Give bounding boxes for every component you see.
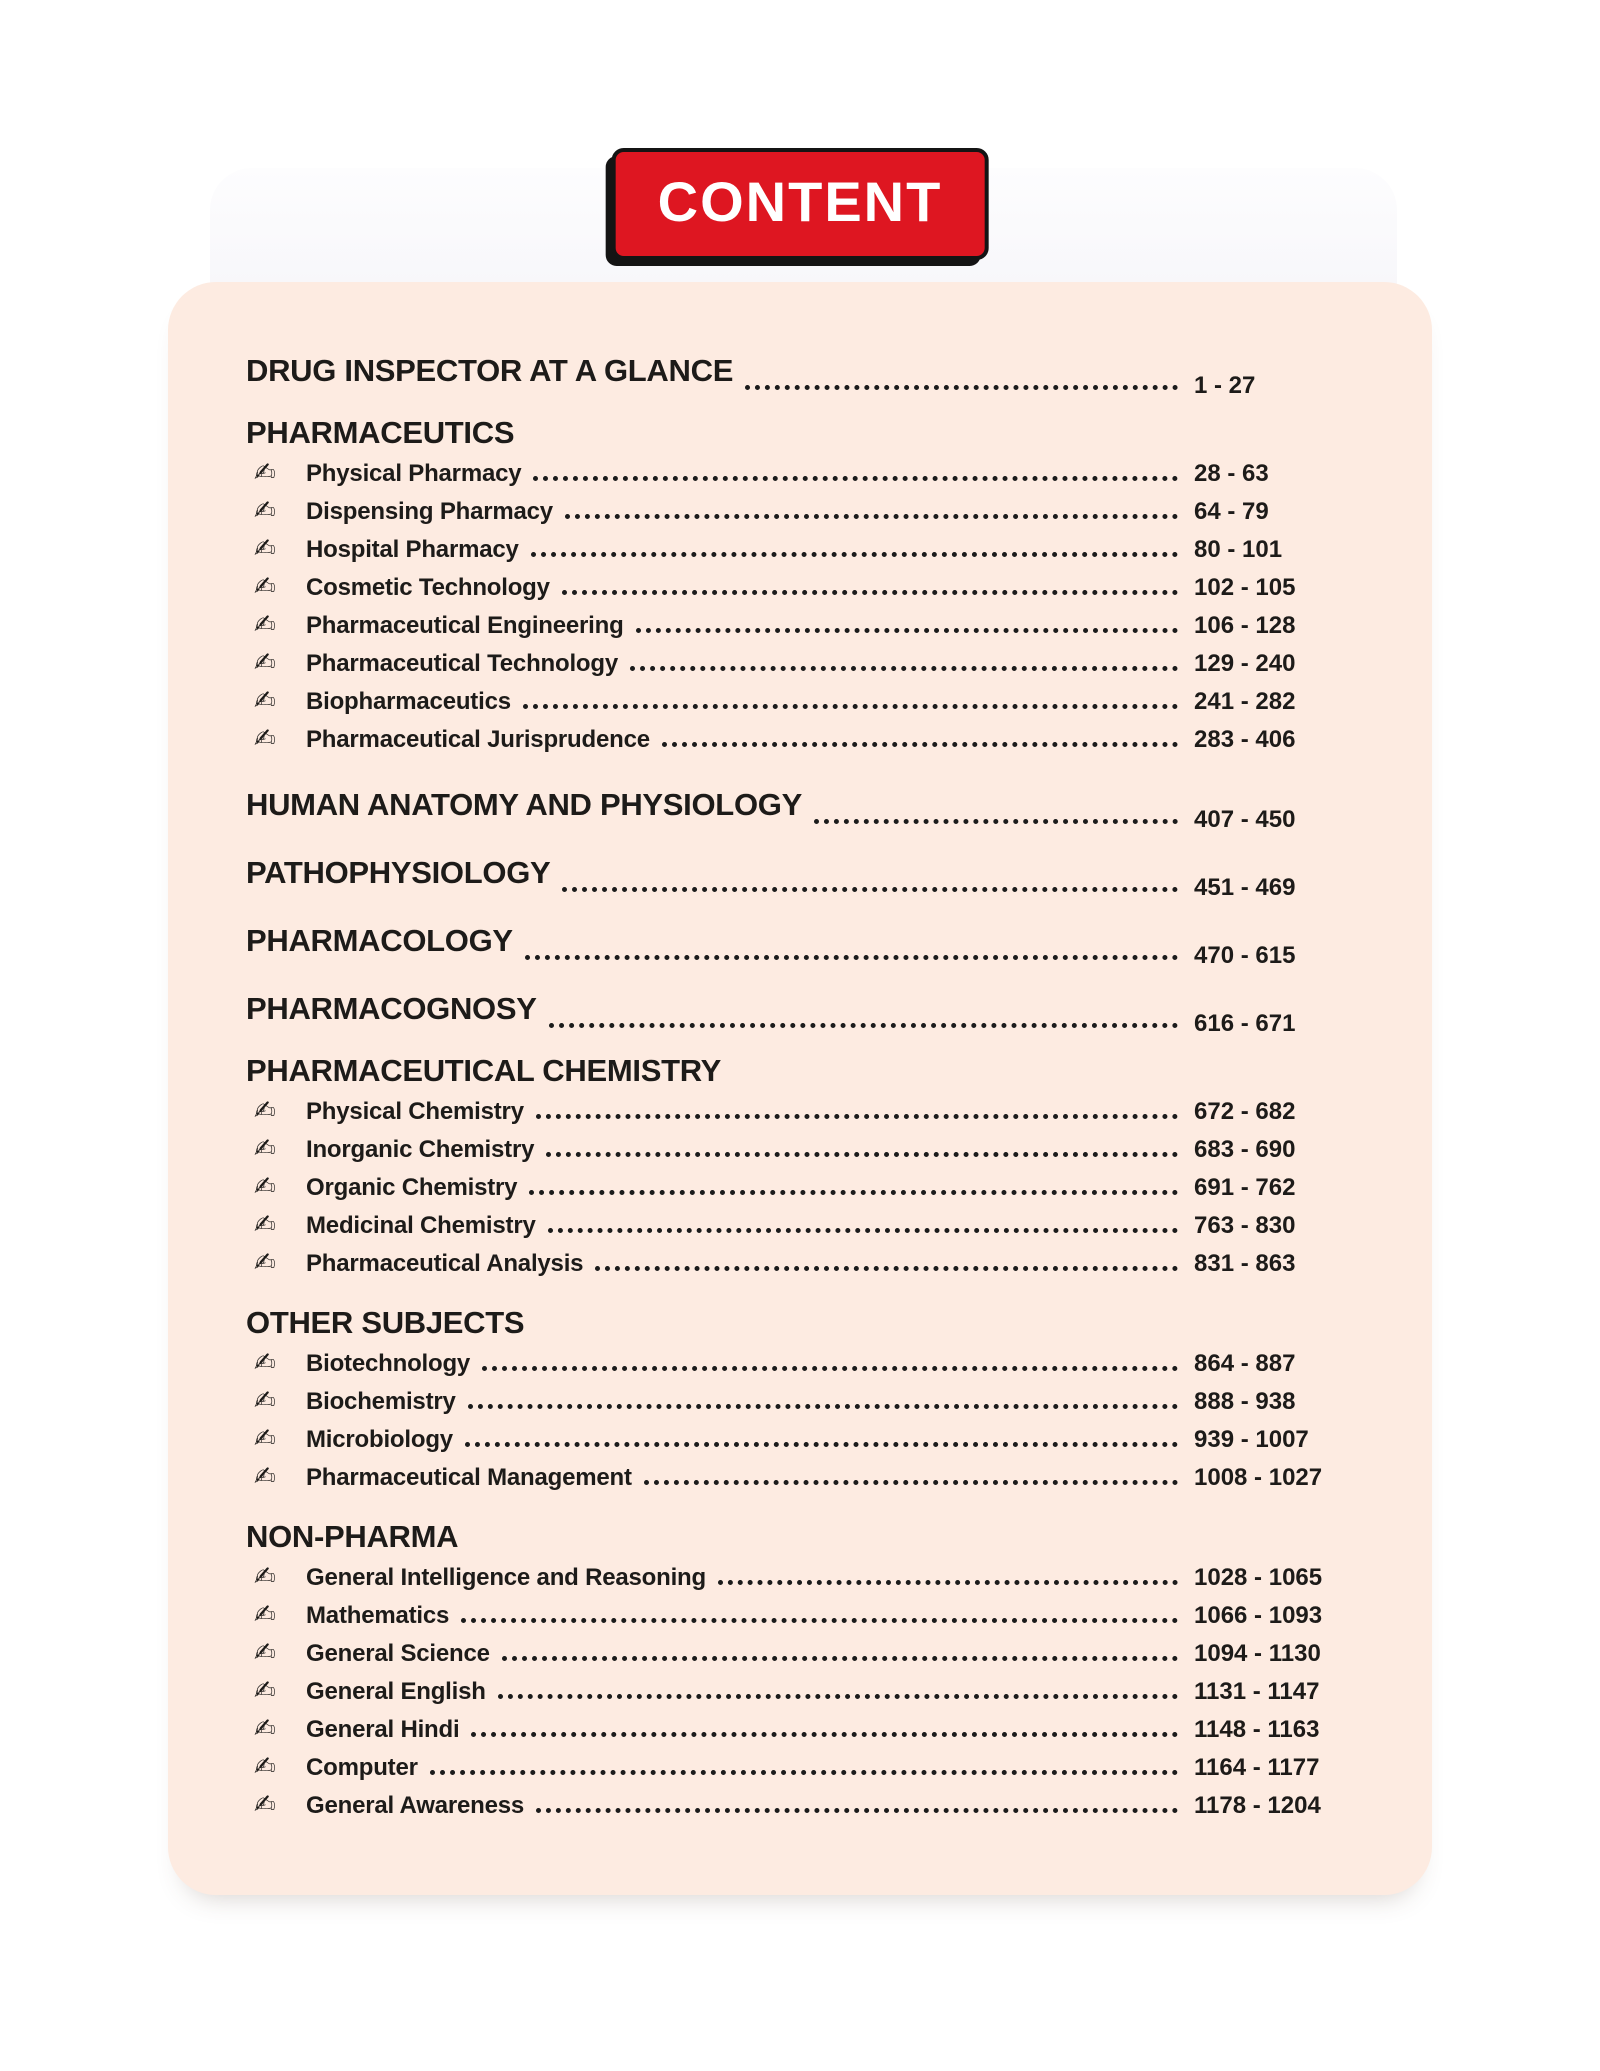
dotted-leader [814, 819, 1178, 824]
toc-item-label: Pharmaceutical Analysis [306, 1250, 584, 1277]
banner-title: CONTENT [657, 170, 943, 233]
toc-item [246, 1172, 1374, 1202]
toc-item-label: General Science [306, 1640, 490, 1667]
toc-item-label: Physical Pharmacy [306, 460, 522, 487]
toc-heading-label: PHARMACEUTICS [246, 415, 515, 450]
toc-item-label: Pharmaceutical Technology [306, 650, 618, 677]
page-range: 888 - 938 [1194, 1388, 1296, 1415]
toc-item [246, 1600, 1374, 1630]
toc-group-heading [246, 1053, 1374, 1088]
page-range: 683 - 690 [1194, 1136, 1296, 1163]
toc-item [246, 572, 1374, 602]
toc-entry-heading [246, 787, 1374, 833]
toc-item [246, 686, 1374, 716]
toc-item [246, 1386, 1374, 1416]
writing-hand-icon: ✍ [254, 1424, 276, 1454]
dotted-leader [565, 514, 1178, 519]
writing-hand-icon: ✍ [254, 1790, 276, 1820]
page-range: 1094 - 1130 [1194, 1640, 1321, 1667]
toc-item [246, 1462, 1374, 1492]
toc-panel [168, 282, 1432, 1895]
dotted-leader [471, 1732, 1178, 1737]
toc-item-label: Pharmaceutical Engineering [306, 612, 624, 639]
page-range: 1178 - 1204 [1194, 1792, 1321, 1819]
toc-group-heading [246, 1305, 1374, 1340]
toc-heading-label: PHARMACOLOGY [246, 923, 513, 958]
toc-group-heading [246, 1519, 1374, 1554]
toc-item [246, 1210, 1374, 1240]
page-range: 1066 - 1093 [1194, 1602, 1323, 1629]
toc-item-label: General Hindi [306, 1716, 460, 1743]
dotted-leader [533, 476, 1178, 481]
dotted-leader [536, 1808, 1178, 1813]
dotted-leader [502, 1656, 1178, 1661]
toc-item-label: Pharmaceutical Management [306, 1464, 632, 1491]
writing-hand-icon: ✍ [254, 1752, 276, 1782]
page-range: 1008 - 1027 [1194, 1464, 1323, 1491]
dotted-leader [465, 1442, 1178, 1447]
writing-hand-icon: ✍ [254, 724, 276, 754]
toc-item-label: Biopharmaceutics [306, 688, 511, 715]
toc-heading-label: PATHOPHYSIOLOGY [246, 855, 551, 890]
dotted-leader [531, 552, 1178, 557]
writing-hand-icon: ✍ [254, 1676, 276, 1706]
dotted-leader [644, 1480, 1178, 1485]
page-range: 1028 - 1065 [1194, 1564, 1323, 1591]
writing-hand-icon: ✍ [254, 1248, 276, 1278]
writing-hand-icon: ✍ [254, 1638, 276, 1668]
page-range: 106 - 128 [1194, 612, 1296, 639]
toc-item-label: Cosmetic Technology [306, 574, 550, 601]
toc-item-label: General Intelligence and Reasoning [306, 1564, 706, 1591]
toc-item-label: General English [306, 1678, 486, 1705]
page-range: 129 - 240 [1194, 650, 1296, 677]
toc-group-heading [246, 415, 1374, 450]
writing-hand-icon: ✍ [254, 458, 276, 488]
page-range: 1148 - 1163 [1194, 1716, 1320, 1743]
toc-item-label: Mathematics [306, 1602, 450, 1629]
toc-heading-label: HUMAN ANATOMY AND PHYSIOLOGY [246, 787, 802, 822]
page-range: 451 - 469 [1194, 874, 1296, 901]
writing-hand-icon: ✍ [254, 572, 276, 602]
toc-item [246, 1752, 1374, 1782]
writing-hand-icon: ✍ [254, 1462, 276, 1492]
toc-item-label: Physical Chemistry [306, 1098, 524, 1125]
dotted-leader [546, 1152, 1178, 1157]
toc-item [246, 648, 1374, 678]
toc-item-label: Biochemistry [306, 1388, 456, 1415]
toc-heading-label: PHARMACOGNOSY [246, 991, 537, 1026]
toc-item [246, 496, 1374, 526]
toc-item-label: General Awareness [306, 1792, 525, 1819]
page-range: 691 - 762 [1194, 1174, 1296, 1201]
page-range: 407 - 450 [1194, 806, 1296, 833]
writing-hand-icon: ✍ [254, 1562, 276, 1592]
page-range: 763 - 830 [1194, 1212, 1296, 1239]
dotted-leader [549, 1023, 1178, 1028]
toc-item [246, 458, 1374, 488]
toc-item [246, 610, 1374, 640]
dotted-leader [718, 1580, 1178, 1585]
toc-item [246, 724, 1374, 754]
dotted-leader [529, 1190, 1178, 1195]
dotted-leader [430, 1770, 1178, 1775]
writing-hand-icon: ✍ [254, 610, 276, 640]
writing-hand-icon: ✍ [254, 1714, 276, 1744]
dotted-leader [595, 1266, 1178, 1271]
toc-sections [246, 353, 1374, 1820]
page-range: 1 - 27 [1194, 372, 1256, 399]
dotted-leader [482, 1366, 1178, 1371]
toc-item-label: Medicinal Chemistry [306, 1212, 536, 1239]
toc-entry-heading [246, 855, 1374, 901]
toc-item [246, 1348, 1374, 1378]
page-range: 1131 - 1147 [1194, 1678, 1320, 1705]
dotted-leader [562, 887, 1178, 892]
dotted-leader [523, 704, 1178, 709]
toc-item-label: Hospital Pharmacy [306, 536, 519, 563]
toc-item [246, 1638, 1374, 1668]
writing-hand-icon: ✍ [254, 1210, 276, 1240]
page-range: 864 - 887 [1194, 1350, 1296, 1377]
content-banner [612, 148, 989, 260]
writing-hand-icon: ✍ [254, 1172, 276, 1202]
toc-heading-label: PHARMACEUTICAL CHEMISTRY [246, 1053, 722, 1088]
writing-hand-icon: ✍ [254, 1386, 276, 1416]
toc-heading-label: DRUG INSPECTOR AT A GLANCE [246, 353, 734, 388]
dotted-leader [498, 1694, 1178, 1699]
toc-item-label: Inorganic Chemistry [306, 1136, 535, 1163]
toc-item [246, 1096, 1374, 1126]
toc-heading-label: NON-PHARMA [246, 1519, 459, 1554]
page-range: 102 - 105 [1194, 574, 1296, 601]
toc-item [246, 534, 1374, 564]
toc-entry-heading [246, 923, 1374, 969]
dotted-leader [536, 1114, 1178, 1119]
page-range: 283 - 406 [1194, 726, 1296, 753]
page-range: 831 - 863 [1194, 1250, 1296, 1277]
page-range: 470 - 615 [1194, 942, 1296, 969]
toc-item [246, 1134, 1374, 1164]
toc-item-label: Microbiology [306, 1426, 453, 1453]
toc-item [246, 1248, 1374, 1278]
writing-hand-icon: ✍ [254, 1096, 276, 1126]
dotted-leader [745, 385, 1178, 390]
dotted-leader [548, 1228, 1178, 1233]
toc-item-label: Organic Chemistry [306, 1174, 518, 1201]
dotted-leader [630, 666, 1178, 671]
dotted-leader [562, 590, 1178, 595]
toc-item-label: Pharmaceutical Jurisprudence [306, 726, 650, 753]
toc-item [246, 1714, 1374, 1744]
writing-hand-icon: ✍ [254, 496, 276, 526]
dotted-leader [468, 1404, 1178, 1409]
page-range: 672 - 682 [1194, 1098, 1296, 1125]
writing-hand-icon: ✍ [254, 534, 276, 564]
toc-item [246, 1790, 1374, 1820]
toc-item-label: Computer [306, 1754, 418, 1781]
toc-item [246, 1676, 1374, 1706]
writing-hand-icon: ✍ [254, 1600, 276, 1630]
dotted-leader [461, 1618, 1178, 1623]
page-range: 80 - 101 [1194, 536, 1283, 563]
dotted-leader [662, 742, 1178, 747]
page-range: 28 - 63 [1194, 460, 1269, 487]
page-range: 64 - 79 [1194, 498, 1269, 525]
toc-entry-heading [246, 353, 1374, 399]
toc-item [246, 1562, 1374, 1592]
toc-entry-heading [246, 991, 1374, 1037]
writing-hand-icon: ✍ [254, 648, 276, 678]
toc-item [246, 1424, 1374, 1454]
page-range: 1164 - 1177 [1194, 1754, 1320, 1781]
writing-hand-icon: ✍ [254, 1348, 276, 1378]
page-range: 241 - 282 [1194, 688, 1296, 715]
writing-hand-icon: ✍ [254, 686, 276, 716]
toc-item-label: Biotechnology [306, 1350, 471, 1377]
page-range: 939 - 1007 [1194, 1426, 1309, 1453]
dotted-leader [525, 955, 1178, 960]
page-range: 616 - 671 [1194, 1010, 1296, 1037]
dotted-leader [636, 628, 1178, 633]
toc-item-label: Dispensing Pharmacy [306, 498, 553, 525]
writing-hand-icon: ✍ [254, 1134, 276, 1164]
toc-heading-label: OTHER SUBJECTS [246, 1305, 525, 1340]
